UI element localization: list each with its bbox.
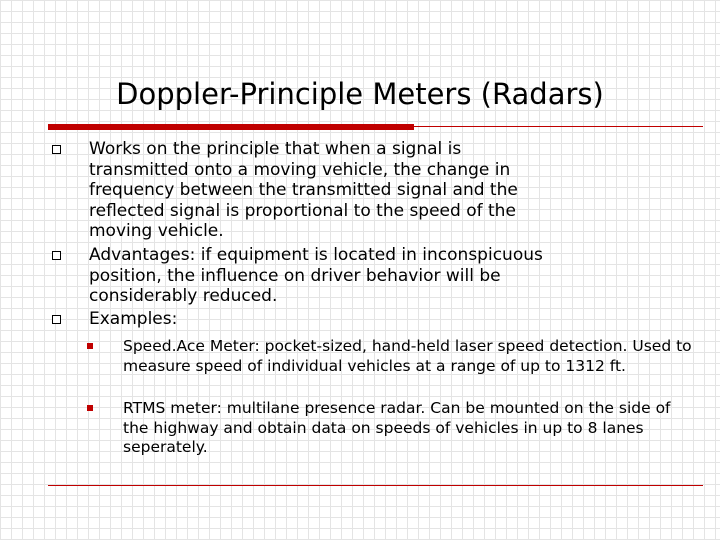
sub-bullet-line: detection. Used to measure speed of individual bbox=[123, 337, 692, 375]
hollow-square-bullet-icon bbox=[52, 251, 61, 260]
sub-bullet-item-speedace-meter bbox=[123, 337, 693, 376]
bullet-item-examples bbox=[89, 309, 689, 330]
hollow-square-bullet-icon bbox=[52, 315, 61, 324]
sub-bullet-line: Speed.Ace Meter: pocket-sized, hand-held laser speed bbox=[123, 337, 545, 355]
bullet-item-doppler-principle bbox=[89, 139, 689, 242]
bullet-line: reflected signal is proportional to the speed of the bbox=[89, 200, 516, 221]
hollow-square-bullet-icon bbox=[52, 145, 61, 154]
bullet-line: moving vehicle. bbox=[89, 221, 224, 241]
bullet-line: transmitted onto a moving vehicle, the change in bbox=[89, 159, 511, 180]
sub-bullet-line: vehicles at a range of up to 1312 ft. bbox=[347, 356, 626, 375]
sub-bullet-line: RTMS meter: multilane presence radar. Can be bbox=[123, 399, 485, 417]
bullet-line: considerably reduced. bbox=[89, 286, 278, 306]
sub-bullet-line: on speeds of vehicles in up to 8 lanes seperately. bbox=[123, 418, 644, 456]
slide-title: Doppler-Principle Meters (Radars) bbox=[116, 77, 604, 111]
filled-square-bullet-icon bbox=[87, 343, 93, 349]
bullet-line: position, the influence on driver behavior will be bbox=[89, 265, 501, 286]
bullet-line: Examples: bbox=[89, 309, 178, 329]
sub-bullet-item-rtms-meter bbox=[123, 399, 693, 458]
bullet-line: frequency between the transmitted signal and the bbox=[89, 180, 518, 200]
bullet-line: Works on the principle that when a signal is bbox=[89, 139, 462, 159]
bullet-item-advantages bbox=[89, 245, 689, 307]
sub-bullet-line: mounted on the side of the highway and obtain data bbox=[123, 399, 671, 437]
filled-square-bullet-icon bbox=[87, 405, 93, 411]
title-accent-bar bbox=[48, 124, 414, 130]
bullet-line: Advantages: if equipment is located in inconspicuous bbox=[89, 245, 543, 265]
footer-divider-line bbox=[48, 485, 703, 486]
